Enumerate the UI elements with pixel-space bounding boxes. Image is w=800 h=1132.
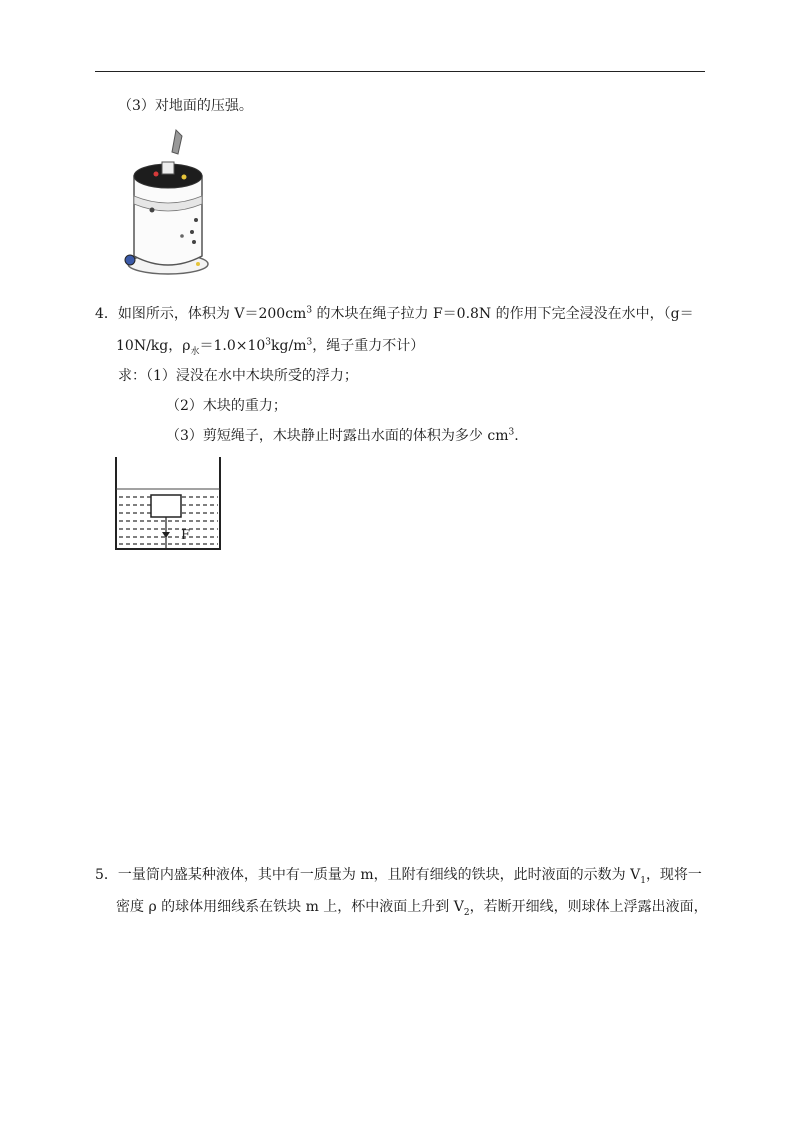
q4-line1-text-b: 的木块在绳子拉力 F＝0.8N 的作用下完全浸没在水中，（g＝: [312, 306, 694, 322]
q5-line1: [95, 866, 702, 884]
q3-part3: （3）对地面的压强。: [118, 98, 253, 114]
q4-part3-sup: 3: [508, 427, 515, 438]
q4-container-figure: [112, 455, 227, 553]
q4-part3-text-b: .: [514, 428, 519, 444]
q3-cylinder-machine-figure: [112, 124, 224, 286]
q5-line2-sub: 2: [463, 907, 470, 918]
header-rule: [95, 71, 705, 72]
q5-line2-text-b: ，若断开细线，则球体上浮露出液面，: [469, 899, 708, 915]
q4-ask: 求：（1）浸没在水中木块所受的浮力；: [118, 368, 358, 384]
q5-line2-text-a: 密度 ρ 的球体用细线系在铁块 m 上，杯中液面上升到 V: [116, 899, 464, 915]
q4-line2-sup-c: 3: [306, 337, 313, 348]
q4-line2-sub: 水: [190, 346, 200, 357]
q4-line2-text-c: kg/m: [271, 338, 307, 354]
q5-line1-text-b: ，现将一: [645, 867, 702, 883]
q4-part2: （2）木块的重力；: [166, 398, 287, 414]
q4-line2-text-a: 10N/kg，ρ: [116, 338, 191, 354]
q4-line2: [116, 337, 424, 355]
q4-line2-sup-b: 3: [265, 337, 272, 348]
q4-part3: [166, 427, 519, 445]
q4-part3-text-a: （3）剪短绳子，木块静止时露出水面的体积为多少 cm: [166, 428, 509, 444]
q4-line2-text-b: ＝1.0×10: [199, 338, 266, 354]
q5-line1-sub: 1: [640, 875, 646, 886]
q5-line2: [116, 898, 708, 916]
q4-line1-sup: 3: [306, 305, 313, 316]
q4-line1-text-a: 4．如图所示，体积为 V＝200cm: [95, 306, 307, 322]
q5-line1-text-a: 5．一量筒内盛某种液体，其中有一质量为 m，且附有细线的铁块，此时液面的示数为 V: [95, 867, 641, 883]
q4-line1: [95, 305, 694, 323]
q4-figure-label-f: F: [181, 528, 191, 543]
q4-line2-text-d: ，绳子重力不计）: [312, 338, 425, 354]
